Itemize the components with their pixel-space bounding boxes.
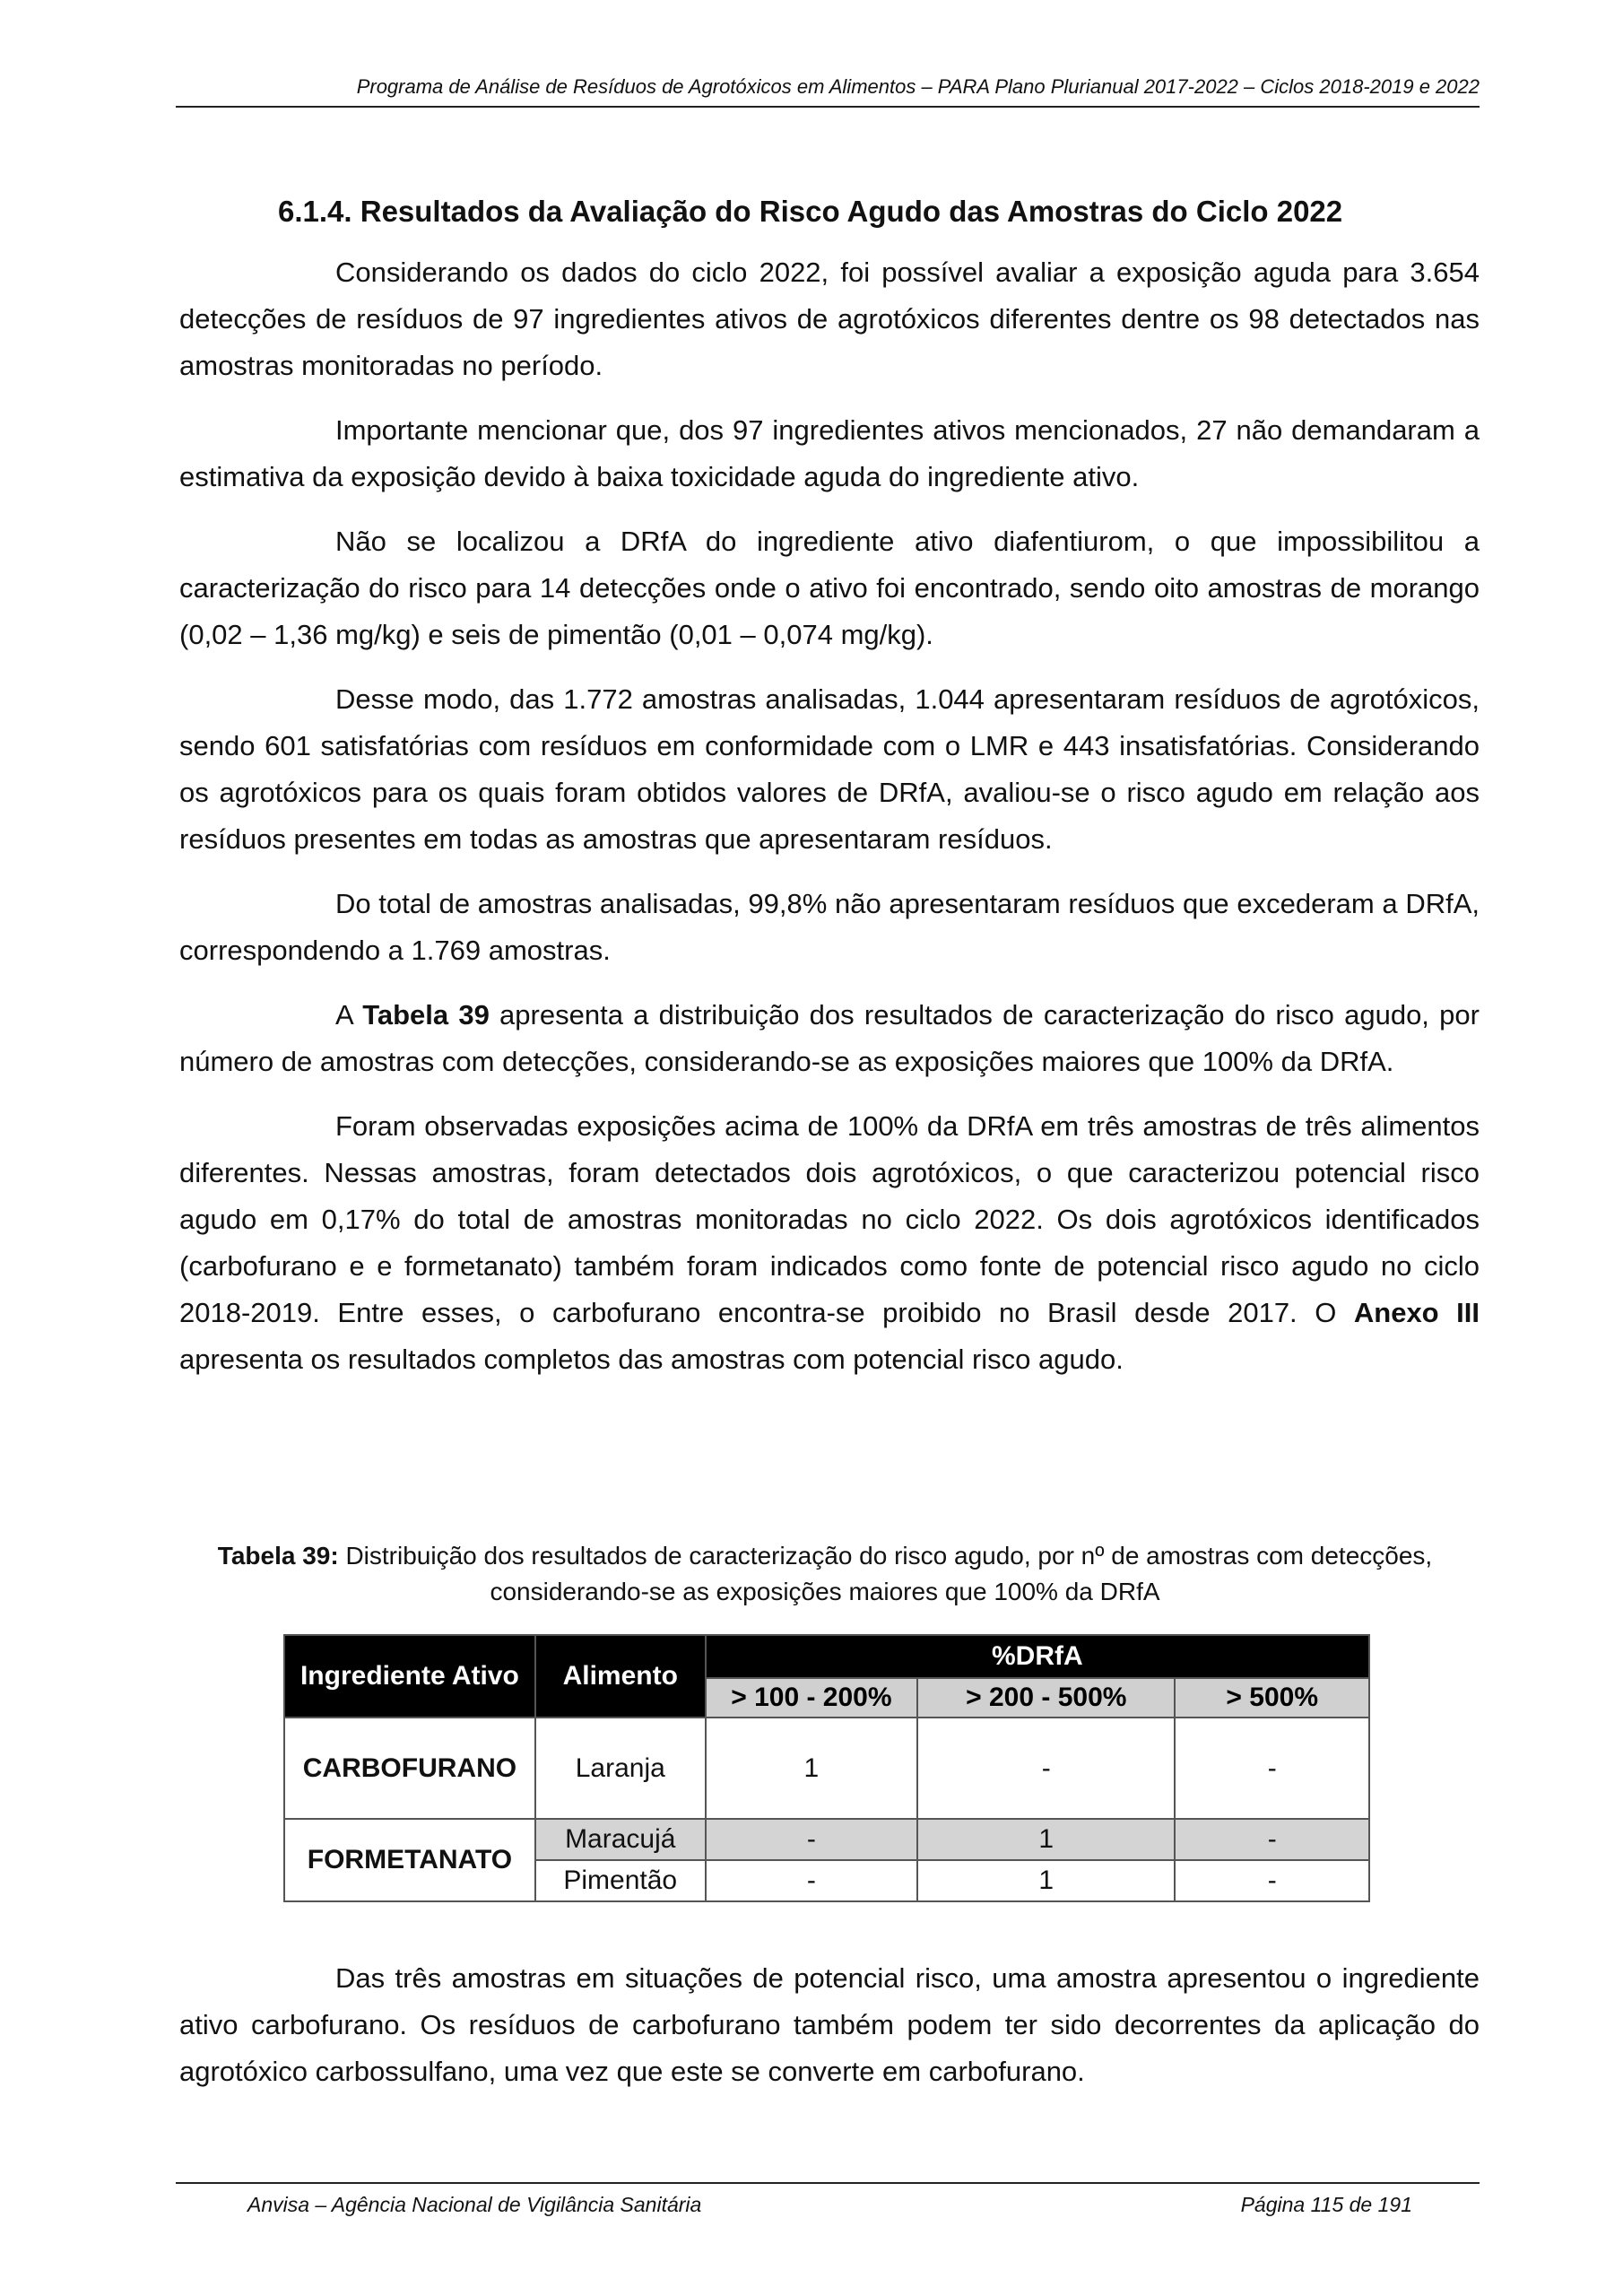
paragraph-text: apresenta os resultados completos das amostras com potencial risco agudo. <box>179 1344 1124 1375</box>
cell-range3: - <box>1175 1819 1369 1860</box>
header-range-100-200: > 100 - 200% <box>706 1678 917 1718</box>
page-footer <box>176 2182 1480 2216</box>
footer-agency: Anvisa – Agência Nacional de Vigilância Sanitária <box>247 2193 702 2216</box>
cell-alimento: Maracujá <box>535 1819 706 1860</box>
paragraph: Importante mencionar que, dos 97 ingredientes ativos mencionados, 27 não demandaram a estimativa da exposição devido à baixa toxicidade aguda do ingrediente ativo. <box>179 414 1480 492</box>
table-row <box>284 1819 1369 1860</box>
cell-range2: 1 <box>917 1860 1175 1901</box>
table-reference: Tabela 39 <box>362 999 490 1031</box>
cell-range1: - <box>706 1860 917 1901</box>
paragraph: Desse modo, das 1.772 amostras analisadas, 1.044 apresentaram resíduos de agrotóxicos, sendo 601 satisfatórias com resíduos em conformidade com o LMR e 443 insatisfatórias. Considerando os agrotóxicos para os quais foram obtidos valores de DRfA, avaliou-se o risco agudo em relação aos resíduos presentes em todas as amostras que apresentaram resíduos. <box>179 683 1480 855</box>
body-text-top <box>179 249 1480 1401</box>
paragraph-text: A <box>335 999 363 1031</box>
table-caption <box>215 1538 1435 1610</box>
caption-label: Tabela 39: <box>217 1542 339 1570</box>
table-row <box>284 1718 1369 1819</box>
header-drfa: %DRfA <box>706 1635 1369 1678</box>
paragraph-text: Foram observadas exposições acima de 100% da DRfA em três amostras de três alimentos diferentes. Nessas amostras, foram detectados dois agrotóxicos, o que caracterizou potencial risco agudo em 0,17% do total de amostras monitoradas no ciclo 2022. Os dois agrotóxicos identificados (carbofurano e e formetanato) também foram indicados como fonte de potencial risco agudo no ciclo 2018-2019. Entre esses, o carbofurano encontra-se proibido no Brasil desde 2017. O <box>179 1110 1480 1328</box>
paragraph: Das três amostras em situações de potencial risco, uma amostra apresentou o ingrediente ativo carbofurano. Os resíduos de carbofurano também podem ter sido decorrentes da aplicação do agrotóxico carbossulfano, uma vez que este se converte em carbofurano. <box>179 1962 1480 2087</box>
header-range-200-500: > 200 - 500% <box>917 1678 1175 1718</box>
paragraph: Não se localizou a DRfA do ingrediente ativo diafentiurom, o que impossibilitou a caracterização do risco para 14 detecções onde o ativo foi encontrado, sendo oito amostras de morango (0,02 – 1,36 mg/kg) e seis de pimentão (0,01 – 0,074 mg/kg). <box>179 526 1480 650</box>
cell-range3: - <box>1175 1860 1369 1901</box>
body-text-bottom <box>179 1955 1480 2113</box>
cell-ingrediente: CARBOFURANO <box>284 1718 535 1819</box>
cell-range2: - <box>917 1718 1175 1819</box>
paragraph <box>179 1103 1480 1383</box>
annex-reference: Anexo III <box>1353 1297 1480 1328</box>
cell-range1: 1 <box>706 1718 917 1819</box>
section-title: 6.1.4. Resultados da Avaliação do Risco Agudo das Amostras do Ciclo 2022 <box>278 195 1343 228</box>
header-ingrediente: Ingrediente Ativo <box>284 1635 535 1718</box>
paragraph: Considerando os dados do ciclo 2022, foi possível avaliar a exposição aguda para 3.654 detecções de resíduos de 97 ingredientes ativos de agrotóxicos diferentes dentre os 98 detectados nas amostras monitoradas no período. <box>179 257 1480 381</box>
cell-alimento: Pimentão <box>535 1860 706 1901</box>
paragraph-text: apresenta a distribuição dos resultados de caracterização do risco agudo, por número de amostras com detecções, considerando-se as exposições maiores que 100% da DRfA. <box>179 999 1480 1077</box>
header-range-500: > 500% <box>1175 1678 1369 1718</box>
cell-range1: - <box>706 1819 917 1860</box>
results-table <box>283 1634 1370 1902</box>
paragraph: Do total de amostras analisadas, 99,8% não apresentaram resíduos que excederam a DRfA, correspondendo a 1.769 amostras. <box>179 888 1480 966</box>
running-header <box>176 75 1480 108</box>
caption-text: Distribuição dos resultados de caracterização do risco agudo, por nº de amostras com detecções, considerando-se as exposições maiores que 100% da DRfA <box>338 1542 1433 1605</box>
cell-ingrediente: FORMETANATO <box>284 1819 535 1901</box>
page-number: Página 115 de 191 <box>1240 2193 1412 2216</box>
paragraph <box>179 992 1480 1085</box>
header-alimento: Alimento <box>535 1635 706 1718</box>
cell-range2: 1 <box>917 1819 1175 1860</box>
header-text: Programa de Análise de Resíduos de Agrotóxicos em Alimentos – PARA Plano Plurianual 2017-2022 – Ciclos 2018-2019 e 2022 <box>356 75 1480 98</box>
cell-range3: - <box>1175 1718 1369 1819</box>
cell-alimento: Laranja <box>535 1718 706 1819</box>
